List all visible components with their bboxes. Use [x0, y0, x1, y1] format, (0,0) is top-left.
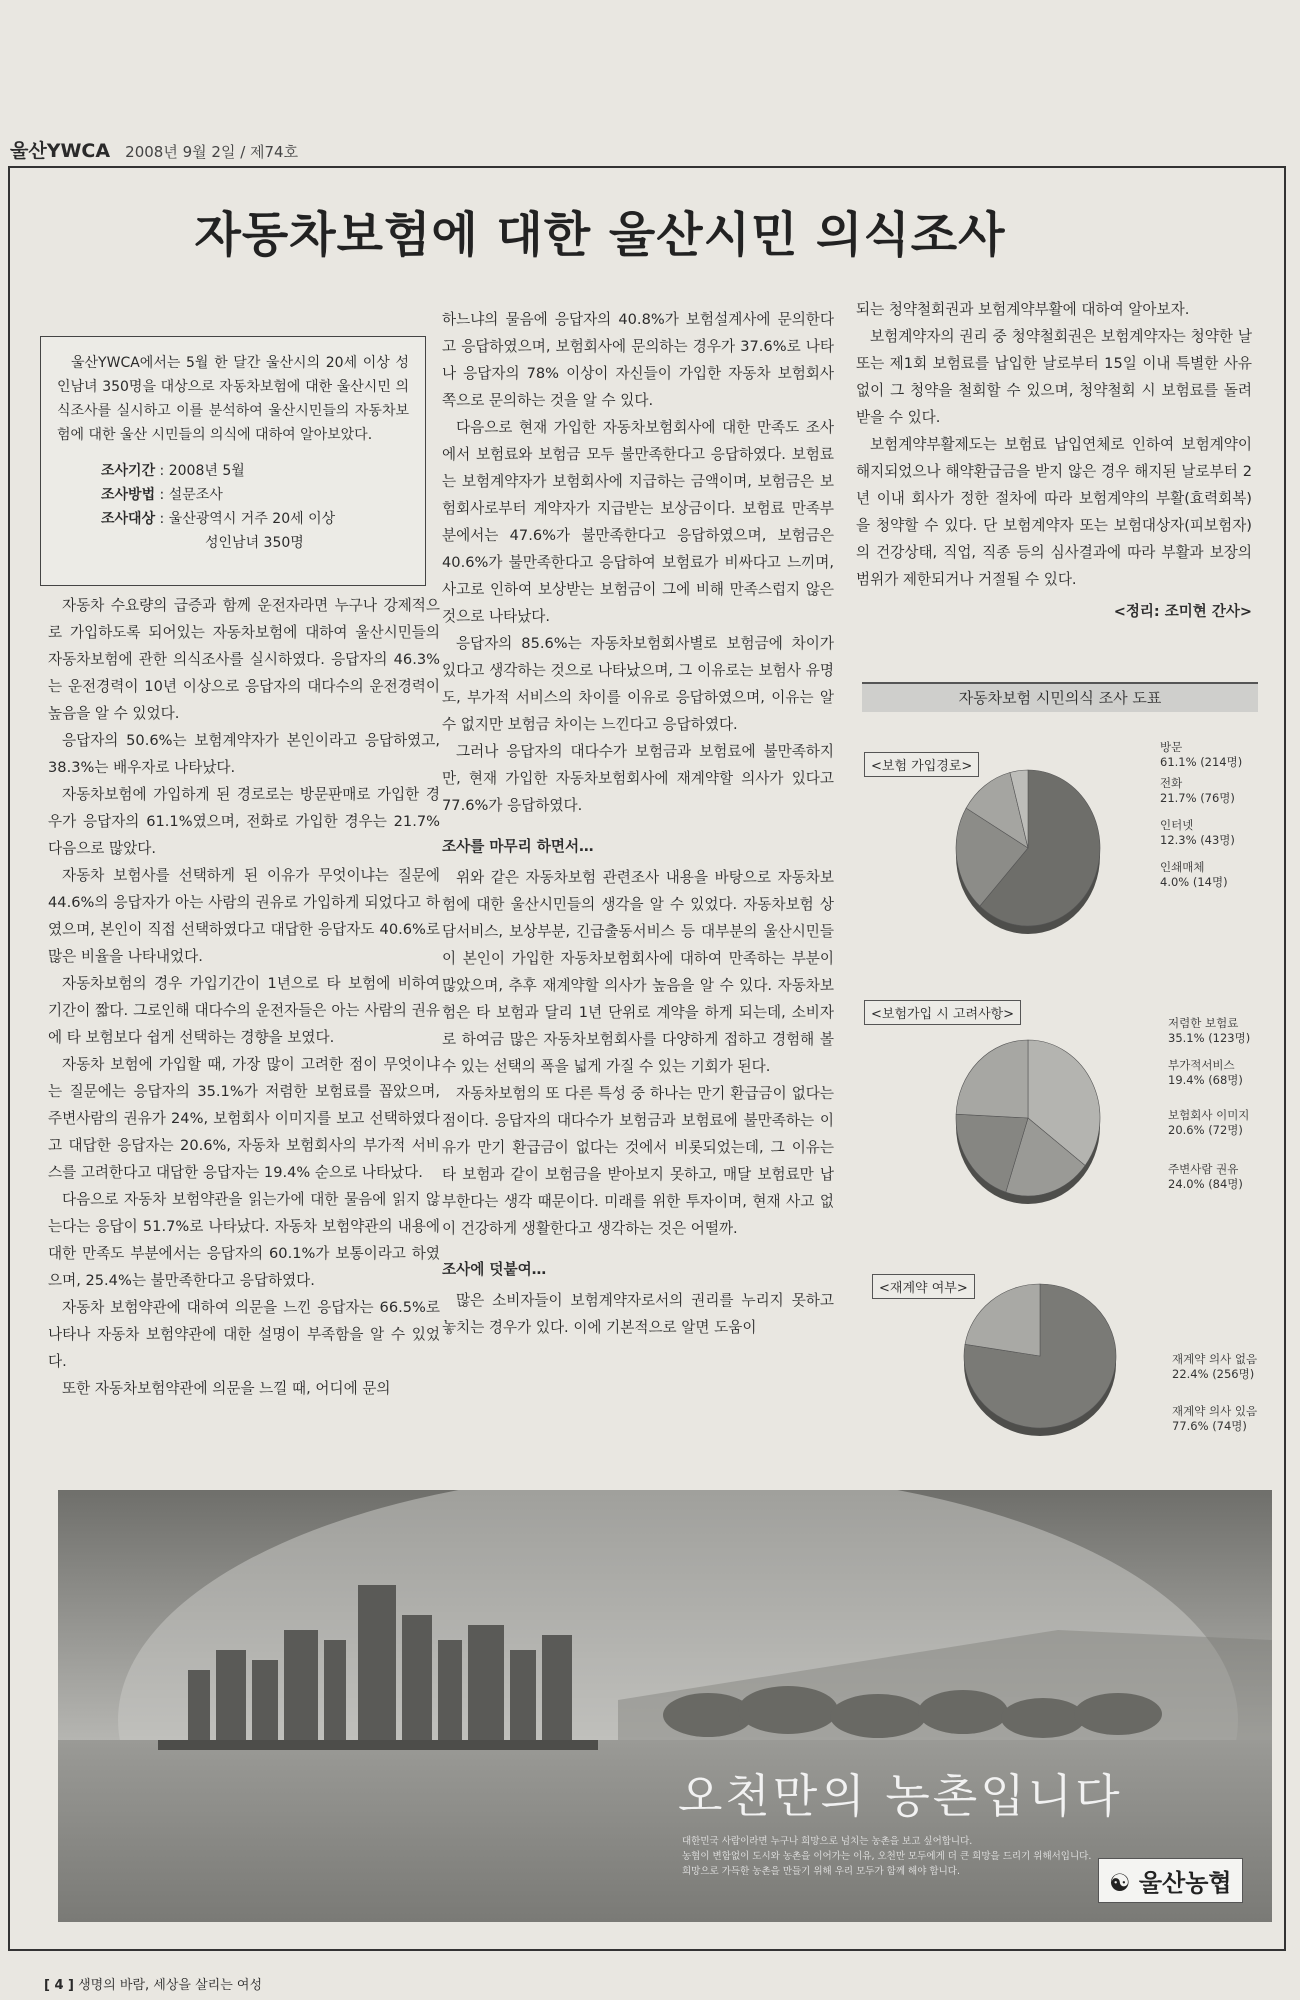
- footer-slogan: 생명의 바람, 세상을 살리는 여성: [78, 1978, 263, 1993]
- ad-banner: [58, 1490, 1272, 1922]
- paragraph: 그러나 응답자의 대다수가 보험금과 보험료에 불만족하지만, 현재 가입한 자동차보험회사에 재계약할 의사가 있다고 77.6%가 응답하였다.: [442, 743, 834, 814]
- legend-label: 전화: [1160, 776, 1183, 790]
- legend-label: 주변사람 권유: [1168, 1162, 1239, 1176]
- survey-target-cont: 성인남녀 350명: [205, 535, 304, 551]
- paragraph: 다음으로 현재 가입한 자동차보험회사에 대한 만족도 조사에서 보험료와 보험금 모두 불만족한다고 응답하였다. 보험료는 보험계약자가 보험회사에 지급하는 금액이며, 보험금은 보험회사로부터 계약자가 지급받는 보상금이다. 보험료 만족부분에서는 47.6%가 불만족한다고 응답하였으며, 보험금은 40.6%가 불만족한다고 응답하여 보험료가 비싸다고 느끼며, 사고로 인하여 보상받는 보험금이 그에 비해 만족스럽지 않은 것으로 나타났다.: [442, 419, 834, 625]
- legend-value: 19.4% (68명): [1168, 1073, 1243, 1087]
- article-credit: <정리: 조미현 간사>: [1113, 604, 1252, 620]
- legend-label: 부가적서비스: [1168, 1058, 1235, 1072]
- paragraph: 응답자의 85.6%는 자동차보험회사별로 보험금에 차이가 있다고 생각하는 것으로 나타났으며, 그 이유로는 보험사 유명도, 부가적 서비스의 차이를 이유로 응답하였으며, 이유는 알 수 없지만 보험금 차이는 느낀다고 응답하였다.: [442, 635, 834, 733]
- chart-section-title: 자동차보험 시민의식 조사 도표: [862, 682, 1258, 712]
- paragraph: 자동차보험에 가입하게 된 경로로는 방문판매로 가입한 경우가 응답자의 61.1%였으며, 전화로 가입한 경우는 21.7% 다음으로 많았다.: [48, 786, 440, 857]
- paragraph: 자동차 보험에 가입할 때, 가장 많이 고려한 점이 무엇이냐는 질문에는 응답자의 35.1%가 저렴한 보험료를 꼽았으며, 주변사람의 권유가 24%, 보험회사 이미지를 보고 선택하였다고 대답한 응답자는 20.6%, 자동차 보험회사의 부가적 서비스를 고려한다고 대답한 응답자는 19.4% 순으로 나타났다.: [48, 1056, 440, 1181]
- legend-label: 보험회사 이미지: [1168, 1108, 1250, 1122]
- pie-slice: [965, 1284, 1040, 1356]
- survey-period: 조사기간 : 2008년 5월: [101, 463, 245, 479]
- survey-target: 조사대상 : 울산광역시 거주 20세 이상: [101, 511, 336, 527]
- paragraph: 응답자의 50.6%는 보험계약자가 본인이라고 응답하였고, 38.3%는 배우자로 나타났다.: [48, 732, 440, 776]
- legend-value: 12.3% (43명): [1160, 833, 1235, 847]
- chart-3-legend: [1172, 1352, 1282, 1434]
- article-column-1: [48, 592, 440, 1402]
- chart-1-title: <보험 가입경로>: [864, 752, 979, 777]
- legend-value: 22.4% (256명): [1172, 1367, 1255, 1381]
- survey-intro: 울산YWCA에서는 5월 한 달간 울산시의 20세 이상 성인남녀 350명을 대상으로 자동차보험에 대한 울산시민 의식조사를 실시하고 이를 분석하여 울산시민들의 자동차보험에 대한 울산 시민들의 의식에 대하여 알아보았다.: [57, 355, 409, 443]
- paragraph: 자동차보험의 또 다른 특성 중 하나는 만기 환급금이 없다는 점이다. 응답자의 대다수가 보험금과 보험료에 불만족하는 이유가 만기 환급금이 없다는 것에서 비롯되었는데, 그 이유는 타 보험과 같이 보험금을 받아보지 못하고, 매달 보험료만 납부한다는 생각 때문이다. 미래를 위한 투자이며, 현재 사고 없이 건강하게 생활한다고 생각하는 것은 어떨까.: [442, 1085, 834, 1237]
- paragraph: 보험계약자의 권리 중 청약철회권은 보험계약자는 청약한 날 또는 제1회 보험료를 납입한 날로부터 15일 이내 특별한 사유 없이 그 청약을 철회할 수 있으며, 청약철회 시 보험료를 돌려받을 수 있다.: [856, 328, 1252, 426]
- paragraph: 자동차 수요량의 급증과 함께 운전자라면 누구나 강제적으로 가입하도록 되어있는 자동차보험에 대하여 울산시민들의 자동차보험에 관한 의식조사를 실시하였다. 응답자의 46.3%는 운전경력이 10년 이상으로 응답자의 대다수의 운전경력이 높음을 알 수 있었다.: [48, 597, 440, 722]
- legend-value: 20.6% (72명): [1168, 1123, 1243, 1137]
- section-heading: 조사를 마무리 하면서…: [442, 838, 594, 855]
- section-heading: 조사에 덧붙여…: [442, 1261, 547, 1278]
- paragraph: 또한 자동차보험약관에 의문을 느낄 때, 어디에 문의: [62, 1380, 391, 1397]
- publication-name: 울산YWCA: [10, 140, 111, 162]
- article-title: 자동차보험에 대한 울산시민 의식조사: [194, 207, 1006, 263]
- paragraph: 보험계약부활제도는 보험료 납입연체로 인하여 보험계약이 해지되었으나 해약환급금을 받지 않은 경우 해지된 날로부터 2년 이내 회사가 정한 절차에 따라 보험계약의 부활(효력회복)을 청약할 수 있다. 단 보험계약자 또는 보험대상자(피보험자)의 건강상태, 직업, 직종 등의 심사결과에 따라 부활과 보장의 범위가 제한되거나 거절될 수 있다.: [856, 436, 1252, 588]
- chart-2-title: <보험가입 시 고려사항>: [864, 1000, 1021, 1025]
- article-column-2: [442, 306, 834, 1341]
- legend-value: 21.7% (76명): [1160, 791, 1235, 805]
- paragraph: 자동차 보험약관에 대하여 의문을 느낀 응답자는 66.5%로 나타나 자동차 보험약관에 대한 설명이 부족함을 알 수 있었다.: [48, 1299, 440, 1370]
- pie-chart-subscription-route: [950, 760, 1110, 950]
- legend-label: 방문: [1160, 740, 1183, 754]
- paragraph: 위와 같은 자동차보험 관련조사 내용을 바탕으로 자동차보험에 대한 울산시민들의 생각을 알 수 있었다. 자동차보험 상담서비스, 보상부분, 긴급출동서비스 등 대부분의 울산시민들이 본인이 가입한 자동차보험회사에 대하여 만족하는 부분이 많았으며, 추후 재계약할 의사가 높음을 알 수 있다. 자동차보험은 타 보험과 달리 1년 단위로 계약을 하게 되는데, 소비자로 하여금 많은 자동차보험회사를 다양하게 접하고 경험해 볼 수 있는 선택의 폭을 넓게 가질 수 있는 기회가 된다.: [442, 869, 834, 1075]
- legend-label: 저렴한 보험료: [1168, 1016, 1239, 1030]
- paragraph: 되는 청약철회권과 보험계약부활에 대하여 알아보자.: [856, 301, 1190, 318]
- chart-1-legend: [1160, 740, 1270, 890]
- article-column-3: [856, 296, 1252, 626]
- paragraph: 다음으로 자동차 보험약관을 읽는가에 대한 물음에 읽지 않는다는 응답이 51.7%로 나타났다. 자동차 보험약관의 내용에 대한 만족도 부분에서는 응답자의 60.1%가 보통이라고 하였으며, 25.4%는 불만족한다고 응답하였다.: [48, 1191, 440, 1289]
- survey-method: 조사방법 : 설문조사: [101, 487, 223, 503]
- legend-value: 61.1% (214명): [1160, 755, 1243, 769]
- legend-value: 24.0% (84명): [1168, 1177, 1243, 1191]
- nonghyup-logo: ☯ 울산농협: [1098, 1858, 1243, 1903]
- pie-chart-renewal: [956, 1276, 1126, 1446]
- ad-slogan: 오천만의 농촌입니다: [678, 1769, 1123, 1823]
- paragraph: 많은 소비자들이 보험계약자로서의 권리를 누리지 못하고 놓치는 경우가 있다. 이에 기본적으로 알면 도움이: [442, 1292, 834, 1336]
- legend-label: 인터넷: [1160, 818, 1194, 832]
- legend-value: 77.6% (74명): [1172, 1419, 1247, 1433]
- paragraph: 자동차보험의 경우 가입기간이 1년으로 타 보험에 비하여 기간이 짧다. 그로인해 대다수의 운전자들은 아는 사람의 권유에 타 보험보다 쉽게 선택하는 경향을 보였다.: [48, 975, 440, 1046]
- legend-label: 인쇄매체: [1160, 860, 1205, 874]
- chart-3-title: <재계약 여부>: [872, 1274, 975, 1299]
- legend-label: 재계약 의사 있음: [1172, 1404, 1258, 1418]
- page-footer: [44, 1974, 262, 1993]
- legend-label: 재계약 의사 없음: [1172, 1352, 1258, 1366]
- masthead: [10, 136, 298, 163]
- chart-2-legend: [1168, 1016, 1278, 1192]
- pie-chart-considerations: [950, 1030, 1110, 1220]
- ad-fine-print: 대한민국 사람이라면 누구나 희망으로 넘치는 농촌을 보고 싶어합니다. 농협이 변함없이 도시와 농촌을 이어가는 이유, 오천만 모두에게 더 큰 희망을 드리기 위해서입니다. 희망으로 가득한 농촌을 만들기 위해 우리 모두가 함께 해야 합니다.: [682, 1836, 1092, 1877]
- survey-info-box: [40, 336, 426, 586]
- paragraph: 자동차 보험사를 선택하게 된 이유가 무엇이냐는 질문에 44.6%의 응답자가 아는 사람의 권유로 가입하게 되었다고 하였으며, 본인이 직접 선택하였다고 대답한 응답자도 40.6%로 많은 비율을 나타내었다.: [48, 867, 440, 965]
- legend-value: 4.0% (14명): [1160, 875, 1228, 889]
- issue-date: 2008년 9월 2일 / 제74호: [125, 143, 299, 161]
- paragraph: 하느냐의 물음에 응답자의 40.8%가 보험설계사에 문의한다고 응답하였으며, 보험회사에 문의하는 경우가 37.6%로 나타나 응답자의 78% 이상이 자신들이 가입한 자동차 보험회사 쪽으로 문의하는 것을 알 수 있다.: [442, 311, 834, 409]
- nonghyup-emblem-icon: ☯: [1109, 1869, 1131, 1897]
- legend-value: 35.1% (123명): [1168, 1031, 1251, 1045]
- pie-slice: [956, 1040, 1028, 1118]
- page-number: [ 4 ]: [44, 1978, 74, 1993]
